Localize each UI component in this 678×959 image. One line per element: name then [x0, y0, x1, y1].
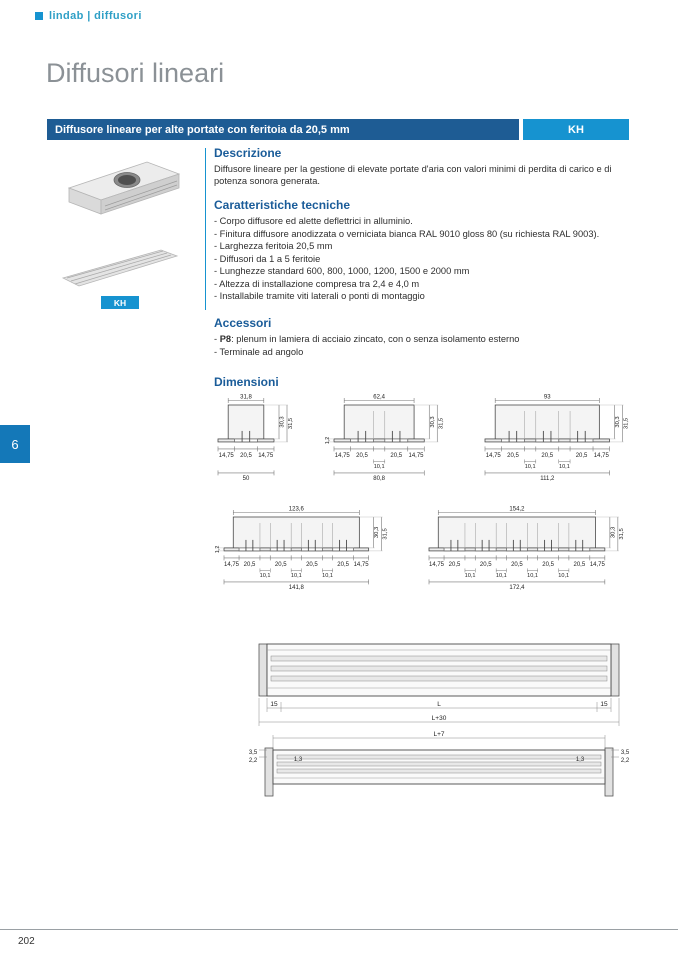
dim-label: 80,8: [373, 475, 385, 482]
dim-label: 31,5: [382, 528, 389, 540]
dim-label: 3,5: [620, 750, 630, 756]
dim-label: 14,75: [218, 452, 234, 459]
banner-product-code: KH: [523, 119, 629, 140]
tech-list-item: - Corpo diffusore ed alette deflettrici in alluminio.: [214, 216, 413, 227]
tech-list-item: - Finitura diffusore anodizzata o verniciata bianca RAL 9010 gloss 80 (su richiesta RAL 9003).: [214, 228, 600, 239]
tech-list-item: - Installabile tramite viti laterali o ponti di montaggio: [214, 291, 425, 302]
dim-label: 20,5: [510, 561, 523, 568]
front-view-drawing-1: [243, 636, 635, 730]
brand-text: lindab | diffusori: [49, 10, 142, 22]
cross-section-5-slots: [413, 504, 637, 592]
diffuser-slot: [271, 676, 607, 681]
section-divider-line: [205, 148, 206, 310]
dim-label: 20,5: [575, 452, 588, 459]
dim-label: 30,3: [279, 416, 286, 428]
page-title: Diffusori lineari: [46, 58, 225, 88]
dim-label: 30,3: [609, 526, 616, 539]
dim-label: 31,5: [438, 417, 445, 430]
dim-label: 14,75: [223, 561, 239, 568]
end-plate: [265, 748, 273, 796]
end-plate: [605, 748, 613, 796]
dim-label: 1,2: [325, 436, 331, 445]
dim-label: 10,1: [495, 572, 507, 579]
brand-square-icon: [35, 12, 43, 20]
tech-list-item: - Lunghezze standard 600, 800, 1000, 1200, 1500 e 2000 mm: [214, 266, 470, 277]
end-cap: [611, 644, 619, 696]
dim-label: 20,5: [507, 452, 519, 459]
front-view-drawing-2: [243, 730, 635, 804]
description-text: Diffusore lineare per la gestione di elevate portate d'aria con valori minimi di perdita di carico e di potenza sonora generata.: [214, 164, 612, 187]
diffuser-slot: [271, 656, 607, 661]
dim-label: 30,3: [615, 416, 622, 428]
dim-label: 10,1: [524, 463, 536, 470]
dim-label: 62,4: [373, 394, 385, 401]
cross-section-4-slots: [208, 504, 401, 592]
dim-label: 14,75: [408, 452, 424, 459]
dim-label: L: [437, 701, 441, 708]
tech-list-item: - Larghezza feritoia 20,5 mm: [214, 241, 333, 252]
product-photo-perspective: [55, 148, 185, 236]
end-cap: [259, 644, 267, 696]
dim-label: 20,5: [448, 561, 460, 568]
dim-label: 14,75: [589, 561, 605, 568]
dim-label: 20,5: [243, 561, 255, 568]
dim-label: 20,5: [356, 452, 368, 459]
dim-label: 14,75: [428, 561, 444, 568]
section-heading-caratteristiche: Caratteristiche tecniche: [214, 198, 351, 213]
dim-label: 10,1: [290, 572, 302, 579]
section-heading-dimensioni: Dimensioni: [214, 375, 279, 390]
dim-label: 154,2: [508, 506, 524, 513]
diffuser-slot: [277, 769, 601, 773]
dim-label: 20,5: [336, 561, 349, 568]
dim-label: 1,2: [214, 545, 221, 554]
dim-label: 20,5: [274, 561, 287, 568]
cross-section-2-slots: [318, 392, 457, 483]
section-heading-descrizione: Descrizione: [214, 146, 282, 160]
dim-label: 10,1: [464, 572, 476, 579]
diffuser-slot: [271, 666, 607, 671]
dim-label: L+30: [431, 715, 447, 722]
dim-label: 14,75: [334, 452, 350, 459]
dim-label: 10,1: [558, 463, 570, 470]
tech-feature-list: [214, 215, 638, 303]
dim-label: 31,8: [240, 394, 252, 401]
dim-label: 20,5: [541, 561, 554, 568]
cross-section-1-slots: [202, 392, 306, 483]
banner-title: Diffusore lineare per alte portate con feritoia da 20,5 mm: [47, 119, 519, 140]
dim-label: 1,3: [293, 757, 303, 763]
tech-list-item: - Diffusori da 1 a 5 feritoie: [214, 253, 321, 264]
dim-label: 14,75: [258, 452, 274, 459]
dim-label: 15: [270, 701, 278, 708]
dim-label: 93: [543, 394, 551, 401]
dim-label: 172,4: [508, 584, 524, 591]
product-photo-strip: [55, 240, 185, 292]
dim-label: 20,5: [479, 561, 492, 568]
dim-label: 20,5: [390, 452, 403, 459]
brand-header: [35, 10, 142, 22]
page-number: 202: [18, 936, 35, 947]
footer-rule: [0, 929, 678, 930]
dim-label: 10,1: [321, 572, 333, 579]
dim-label: 31,5: [623, 417, 630, 430]
dim-label: 123,6: [288, 506, 304, 513]
cross-section-3-slots: [469, 392, 642, 483]
dim-label: L+7: [433, 731, 445, 738]
diffuser-slot: [277, 762, 601, 766]
accessory-item: - Terminale ad angolo: [214, 346, 304, 357]
dim-label: 1,3: [575, 757, 585, 763]
tech-list-item: - Altezza di installazione compresa tra 2,4 e 4,0 m: [214, 278, 420, 289]
cross-sections-row-1: [200, 392, 644, 483]
dim-label: 50: [242, 475, 250, 482]
dim-label: 10,1: [526, 572, 538, 579]
dim-label: 10,1: [557, 572, 569, 579]
cross-sections-row-2: [200, 504, 644, 592]
content-column: [214, 146, 638, 392]
dim-label: 2,2: [248, 758, 258, 764]
dim-label: 20,5: [240, 452, 252, 459]
dim-label: 10,1: [373, 463, 385, 470]
dim-label: 20,5: [573, 561, 585, 568]
dim-label: 14,75: [593, 452, 609, 459]
dim-label: 20,5: [305, 561, 318, 568]
dim-label: 31,5: [288, 417, 294, 430]
dim-label: 14,75: [485, 452, 501, 459]
dim-label: 15: [600, 701, 608, 708]
dim-label: 111,2: [540, 475, 555, 482]
accessory-text: : plenum in lamiera di acciaio zincato, con o senza isolamento esterno: [231, 333, 520, 344]
dim-label: 30,3: [429, 416, 436, 428]
accessory-code: P8: [219, 333, 232, 344]
chapter-tab: 6: [0, 425, 30, 463]
dim-label: 14,75: [353, 561, 369, 568]
dim-label: 2,2: [620, 758, 630, 764]
dim-label: 30,3: [373, 526, 380, 539]
dim-label: 20,5: [541, 452, 554, 459]
product-banner: [47, 119, 629, 140]
section-heading-accessori: Accessori: [214, 315, 272, 330]
dash: -: [214, 333, 220, 344]
product-code-tag: KH: [101, 296, 139, 309]
dim-label: 3,5: [248, 750, 258, 756]
dim-label: 10,1: [259, 572, 271, 579]
accessory-item: [214, 333, 638, 346]
dim-label: 141,8: [288, 584, 304, 591]
dim-label: 31,5: [618, 528, 625, 540]
diffuser-slot: [277, 755, 601, 759]
